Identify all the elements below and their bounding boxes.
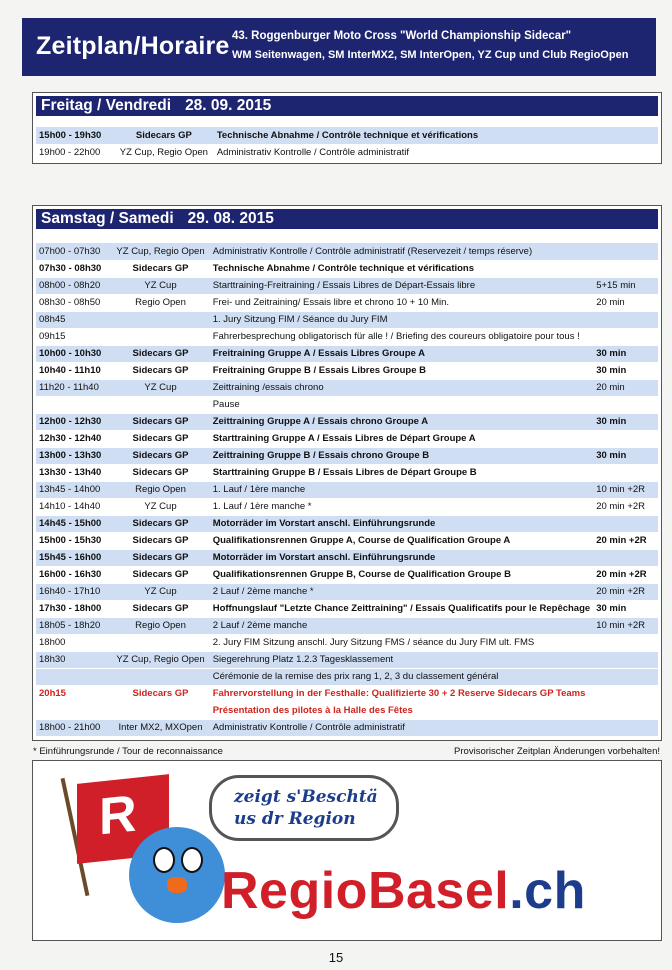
brand-logo [221, 861, 586, 921]
friday-schedule [32, 92, 662, 164]
time-cell: 07h00 - 07h30 [36, 243, 111, 260]
description-cell: Frei- und Zeitraining/ Essais libre et chrono 10 + 10 Min. [210, 294, 593, 311]
duration-cell: 20 min +2R [593, 566, 658, 583]
duration-cell [593, 651, 658, 668]
time-cell: 19h00 - 22h00 [36, 144, 114, 161]
event-subtitle: WM Seitenwagen, SM InterMX2, SM InterOpen, YZ Cup und Club RegioOpen [232, 49, 629, 61]
time-cell: 13h45 - 14h00 [36, 481, 111, 498]
category-cell [111, 668, 209, 685]
description-cell: 1. Lauf / 1ère manche [210, 481, 593, 498]
category-cell: Sidecars GP [111, 566, 209, 583]
footnote: * Einführungsrunde / Tour de reconnaissance [33, 746, 223, 757]
schedule-row [36, 668, 658, 685]
time-cell: 17h30 - 18h00 [36, 600, 111, 617]
duration-cell: 30 min [593, 447, 658, 464]
time-cell: 12h30 - 12h40 [36, 430, 111, 447]
page-number: 15 [328, 950, 344, 965]
description-cell: Motorräder im Vorstart anschl. Einführungsrunde [210, 515, 593, 532]
schedule-row [36, 617, 658, 634]
schedule-row [36, 566, 658, 583]
category-cell [111, 634, 209, 651]
friday-date: 28. 09. 2015 [185, 97, 272, 114]
schedule-row [36, 447, 658, 464]
schedule-row [36, 144, 658, 161]
schedule-row [36, 685, 658, 702]
duration-cell [593, 396, 658, 413]
category-cell: Sidecars GP [111, 600, 209, 617]
time-cell: 16h40 - 17h10 [36, 583, 111, 600]
schedule-row [36, 430, 658, 447]
description-cell: Présentation des pilotes à la Halle des Fêtes [210, 702, 593, 719]
category-cell: Sidecars GP [111, 464, 209, 481]
description-cell: Technische Abnahme / Contrôle technique et vérifications [210, 260, 593, 277]
description-cell: Qualifikationsrennen Gruppe B, Course de Qualification Groupe B [210, 566, 593, 583]
schedule-row [36, 328, 658, 345]
schedule-row [36, 413, 658, 430]
category-cell: Sidecars GP [111, 549, 209, 566]
duration-cell [593, 311, 658, 328]
time-cell: 18h05 - 18h20 [36, 617, 111, 634]
disclaimer: Provisorischer Zeitplan Änderungen vorbehalten! [454, 746, 660, 757]
schedule-row [36, 311, 658, 328]
duration-cell [593, 549, 658, 566]
slogan-line-2: us dr Region [234, 809, 356, 829]
time-cell [36, 702, 111, 719]
description-cell: 1. Jury Sitzung FIM / Séance du Jury FIM [210, 311, 593, 328]
category-cell: Sidecars GP [111, 447, 209, 464]
time-cell [36, 668, 111, 685]
saturday-day-label: Samstag / Samedi [41, 210, 174, 227]
category-cell: YZ Cup [111, 277, 209, 294]
category-cell: Sidecars GP [114, 127, 214, 144]
duration-cell: 30 min [593, 345, 658, 362]
category-cell: YZ Cup, Regio Open [111, 651, 209, 668]
description-cell: Hoffnungslauf "Letzte Chance Zeittraining" / Essais Qualificatifs pour le Repêchage [210, 600, 593, 617]
time-cell: 18h30 [36, 651, 111, 668]
category-cell: YZ Cup [111, 583, 209, 600]
schedule-row [36, 294, 658, 311]
schedule-row [36, 464, 658, 481]
slogan-line-1: zeigt s'Beschtä [234, 787, 378, 807]
schedule-row [36, 396, 658, 413]
duration-cell [591, 127, 658, 144]
schedule-row [36, 549, 658, 566]
description-cell: Zeittraining /essais chrono [210, 379, 593, 396]
schedule-row [36, 498, 658, 515]
schedule-row [36, 651, 658, 668]
category-cell: Sidecars GP [111, 430, 209, 447]
duration-cell [593, 702, 658, 719]
duration-cell: 20 min [593, 379, 658, 396]
category-cell: Sidecars GP [111, 515, 209, 532]
category-cell: YZ Cup, Regio Open [114, 144, 214, 161]
page-title: Zeitplan/Horaire [36, 32, 230, 60]
flag-letter: R [99, 784, 137, 847]
time-cell: 07h30 - 08h30 [36, 260, 111, 277]
description-cell: Freitraining Gruppe B / Essais Libres Groupe B [210, 362, 593, 379]
description-cell: Zeittraining Gruppe B / Essais chrono Groupe B [210, 447, 593, 464]
friday-day-bar [36, 96, 658, 116]
brand-name: RegioBasel [221, 862, 510, 920]
time-cell: 08h00 - 08h20 [36, 277, 111, 294]
saturday-date: 29. 08. 2015 [187, 210, 274, 227]
category-cell [111, 311, 209, 328]
description-cell: Starttraining-Freitraining / Essais Libres de Départ-Essais libre [210, 277, 593, 294]
duration-cell [593, 328, 658, 345]
duration-cell: 30 min [593, 362, 658, 379]
category-cell: YZ Cup, Regio Open [111, 243, 209, 260]
description-cell: 2. Jury FIM Sitzung anschl. Jury Sitzung FMS / séance du Jury FIM ult. FMS [210, 634, 593, 651]
time-cell: 14h10 - 14h40 [36, 498, 111, 515]
schedule-row [36, 583, 658, 600]
time-cell: 15h45 - 16h00 [36, 549, 111, 566]
schedule-row [36, 515, 658, 532]
event-title: 43. Roggenburger Moto Cross "World Championship Sidecar" [232, 30, 572, 42]
category-cell: Sidecars GP [111, 260, 209, 277]
description-cell: Administrativ Kontrolle / Contrôle administratif (Reservezeit / temps réserve) [210, 243, 593, 260]
category-cell [111, 328, 209, 345]
time-cell: 13h00 - 13h30 [36, 447, 111, 464]
regiobasel-advertisement [32, 760, 662, 941]
schedule-row [36, 600, 658, 617]
category-cell: Sidecars GP [111, 685, 209, 702]
time-cell: 10h00 - 10h30 [36, 345, 111, 362]
duration-cell [593, 634, 658, 651]
duration-cell [591, 144, 658, 161]
description-cell: Freitraining Gruppe A / Essais Libres Groupe A [210, 345, 593, 362]
schedule-row [36, 277, 658, 294]
schedule-row [36, 634, 658, 651]
description-cell: Qualifikationsrennen Gruppe A, Course de Qualification Groupe A [210, 532, 593, 549]
duration-cell: 10 min +2R [593, 481, 658, 498]
category-cell: YZ Cup [111, 498, 209, 515]
duration-cell [593, 668, 658, 685]
duration-cell: 30 min [593, 600, 658, 617]
description-cell: Starttraining Gruppe A / Essais Libres de Départ Groupe A [210, 430, 593, 447]
page-header [22, 18, 656, 76]
duration-cell: 20 min +2R [593, 583, 658, 600]
schedule-row [36, 379, 658, 396]
saturday-schedule [32, 205, 662, 741]
schedule-row [36, 345, 658, 362]
description-cell: Starttraining Gruppe B / Essais Libres de Départ Groupe B [210, 464, 593, 481]
time-cell: 12h00 - 12h30 [36, 413, 111, 430]
schedule-row [36, 127, 658, 144]
time-cell: 15h00 - 19h30 [36, 127, 114, 144]
time-cell: 20h15 [36, 685, 111, 702]
category-cell: YZ Cup [111, 379, 209, 396]
duration-cell [593, 243, 658, 260]
description-cell: Zeittraining Gruppe A / Essais chrono Groupe A [210, 413, 593, 430]
mascot-beak-icon [167, 877, 187, 893]
description-cell: Administrativ Kontrolle / Contrôle administratif [214, 144, 591, 161]
category-cell: Regio Open [111, 617, 209, 634]
time-cell: 08h45 [36, 311, 111, 328]
duration-cell: 5+15 min [593, 277, 658, 294]
time-cell: 14h45 - 15h00 [36, 515, 111, 532]
time-cell: 10h40 - 11h10 [36, 362, 111, 379]
category-cell: Sidecars GP [111, 362, 209, 379]
mascot-eye-icon [181, 847, 203, 873]
schedule-row [36, 719, 658, 736]
duration-cell: 20 min +2R [593, 532, 658, 549]
category-cell [111, 396, 209, 413]
duration-cell: 20 min +2R [593, 498, 658, 515]
friday-table [36, 127, 658, 162]
schedule-row [36, 243, 658, 260]
description-cell: Pause [210, 396, 593, 413]
duration-cell: 20 min [593, 294, 658, 311]
time-cell: 15h00 - 15h30 [36, 532, 111, 549]
duration-cell: 30 min [593, 413, 658, 430]
time-cell: 13h30 - 13h40 [36, 464, 111, 481]
description-cell: Fahrerbesprechung obligatorisch für alle ! / Briefing des coureurs obligatoire pour tous ! [210, 328, 593, 345]
friday-day-label: Freitag / Vendredi [41, 97, 172, 114]
description-cell: 2 Lauf / 2ème manche [210, 617, 593, 634]
time-cell: 16h00 - 16h30 [36, 566, 111, 583]
duration-cell [593, 260, 658, 277]
category-cell: Sidecars GP [111, 345, 209, 362]
bird-mascot-icon [129, 827, 225, 923]
description-cell: 1. Lauf / 1ère manche * [210, 498, 593, 515]
category-cell: Sidecars GP [111, 413, 209, 430]
duration-cell [593, 464, 658, 481]
description-cell: Siegerehrung Platz 1.2.3 Tagesklassement [210, 651, 593, 668]
category-cell: Inter MX2, MXOpen [111, 719, 209, 736]
description-cell: Motorräder im Vorstart anschl. Einführungsrunde [210, 549, 593, 566]
saturday-day-bar [36, 209, 658, 229]
description-cell: Technische Abnahme / Contrôle technique et vérifications [214, 127, 591, 144]
category-cell [111, 702, 209, 719]
time-cell: 08h30 - 08h50 [36, 294, 111, 311]
time-cell [36, 396, 111, 413]
duration-cell: 10 min +2R [593, 617, 658, 634]
saturday-table [36, 243, 658, 737]
time-cell: 11h20 - 11h40 [36, 379, 111, 396]
description-cell: Cérémonie de la remise des prix rang 1, 2, 3 du classement général [210, 668, 593, 685]
description-cell: Fahrervorstellung in der Festhalle: Qualifizierte 30 + 2 Reserve Sidecars GP Teams [210, 685, 593, 702]
duration-cell [593, 515, 658, 532]
time-cell: 18h00 [36, 634, 111, 651]
time-cell: 18h00 - 21h00 [36, 719, 111, 736]
category-cell: Regio Open [111, 481, 209, 498]
duration-cell [593, 685, 658, 702]
schedule-row [36, 260, 658, 277]
category-cell: Sidecars GP [111, 532, 209, 549]
mascot-eye-icon [153, 847, 175, 873]
schedule-row [36, 481, 658, 498]
duration-cell [593, 430, 658, 447]
description-cell: Administrativ Kontrolle / Contrôle administratif [210, 719, 593, 736]
speech-bubble [209, 775, 399, 841]
duration-cell [593, 719, 658, 736]
time-cell: 09h15 [36, 328, 111, 345]
schedule-row [36, 532, 658, 549]
schedule-row [36, 702, 658, 719]
brand-tld: .ch [509, 862, 586, 920]
description-cell: 2 Lauf / 2ème manche * [210, 583, 593, 600]
category-cell: Regio Open [111, 294, 209, 311]
schedule-row [36, 362, 658, 379]
